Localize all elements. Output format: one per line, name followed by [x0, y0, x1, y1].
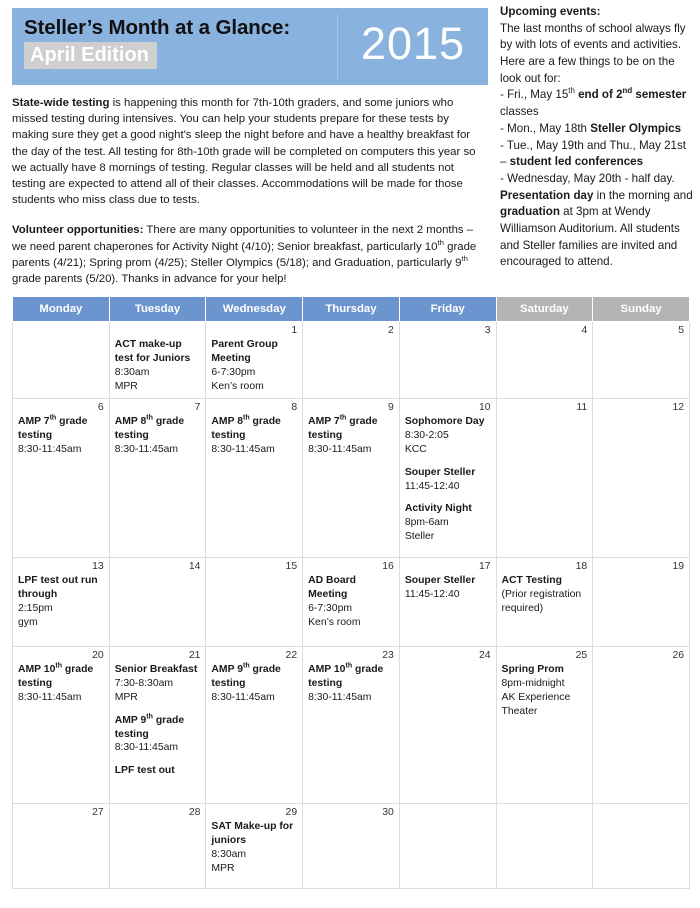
calendar-day-number: 2: [388, 325, 394, 336]
calendar-event-title: Activity Night: [404, 503, 472, 515]
paragraph-2-seg2: grade parents (4/21); Spring prom (4/25); Steller Olympics (5/18); and Graduation, particularly 9: [12, 240, 477, 269]
paragraph-2-sup1: th: [437, 237, 444, 247]
paragraph-volunteer-opportunities: [12, 222, 486, 287]
calendar-event-detail: 8:30-11:45am: [114, 742, 179, 754]
calendar-day-number: 21: [188, 649, 201, 661]
calendar-cell-day-10[interactable]: [399, 398, 496, 557]
calendar-event-title: Souper Steller: [404, 466, 476, 478]
calendar-event-title: AMP 10th grade testing: [18, 662, 94, 689]
calendar-day-number: 26: [672, 649, 684, 661]
ordinal-suffix: th: [339, 414, 347, 422]
calendar-event-title: AD Board Meeting: [308, 574, 357, 600]
title-banner: [12, 8, 488, 85]
calendar-event[interactable]: [18, 415, 104, 457]
upcoming-item-1-sup2: nd: [622, 86, 633, 96]
calendar-day-number: 27: [92, 806, 104, 818]
calendar-day-number: 18: [575, 560, 588, 572]
calendar-event-detail: 8:30-11:45am: [308, 691, 372, 703]
calendar-cell-day-4[interactable]: [496, 322, 593, 399]
calendar-day-number: 7: [194, 401, 201, 413]
calendar-event[interactable]: [405, 466, 491, 494]
calendar-event-title: AMP 10th grade testing: [308, 662, 384, 689]
paragraph-2-lead: Volunteer opportunities:: [12, 224, 144, 237]
year-label: 2015: [360, 17, 466, 69]
calendar-event[interactable]: [405, 502, 491, 544]
calendar-event-detail: 8pm-midnight: [501, 677, 565, 689]
calendar-day-number: 4: [581, 325, 588, 336]
calendar-event-detail: 8pm-6am: [404, 517, 449, 529]
calendar-header-monday: Monday: [13, 297, 110, 322]
calendar-cell-day-19[interactable]: [593, 557, 690, 646]
calendar-event[interactable]: [115, 764, 201, 778]
calendar-event-title: ACT make-up test for Juniors: [114, 339, 191, 364]
calendar-event-detail: AK Experience Theater: [501, 691, 571, 717]
calendar-event[interactable]: [18, 574, 104, 630]
calendar-event-detail: 11:45-12:40: [404, 480, 460, 492]
calendar-event-title: AMP 8th grade testing: [114, 414, 185, 441]
calendar-event-title: LPF test out: [114, 765, 175, 777]
calendar-event-detail: 8:30-11:45am: [114, 443, 179, 455]
calendar-day-number: 22: [285, 649, 298, 661]
calendar-cell-day-23[interactable]: [303, 646, 400, 803]
calendar-header-sunday: Sunday: [593, 297, 690, 322]
calendar-day-number: 16: [382, 560, 394, 572]
calendar-event[interactable]: [115, 338, 201, 394]
calendar-event[interactable]: [115, 415, 201, 457]
calendar-event-detail: Steller: [404, 531, 435, 543]
calendar-cell-day-17[interactable]: [399, 557, 496, 646]
calendar: [12, 296, 690, 889]
calendar-cell-day-14[interactable]: [109, 557, 206, 646]
calendar-event-detail: 2:15pm: [18, 602, 53, 614]
calendar-cell-day-3[interactable]: [399, 322, 496, 399]
calendar-event-detail: 8:30am: [211, 848, 247, 860]
calendar-day-number: 17: [478, 560, 491, 572]
calendar-event-title: LPF test out run through: [18, 574, 98, 600]
calendar-cell-day-8[interactable]: [206, 398, 303, 557]
calendar-cell-day-16[interactable]: [303, 557, 400, 646]
calendar-event-detail: (Prior registration required): [501, 588, 582, 614]
upcoming-item-4b: Presentation day: [500, 188, 594, 202]
calendar-day-number: 6: [97, 401, 104, 413]
calendar-day-number: 11: [576, 401, 588, 413]
calendar-day-number: [115, 324, 201, 337]
calendar-cell-day-21[interactable]: [109, 646, 206, 803]
calendar-event-detail: 8:30-11:45am: [211, 443, 275, 455]
upcoming-item-1d: classes: [500, 105, 539, 119]
calendar-event-detail: KCC: [404, 443, 427, 455]
calendar-week-row: [13, 557, 690, 646]
paragraph-2-seg3: grade parents (5/20). Thanks in advance for your help!: [12, 272, 287, 285]
calendar-event[interactable]: [502, 574, 588, 616]
upcoming-item-3a: - Tue., May 19th and Thu., May 21st –: [500, 138, 687, 169]
calendar-cell-day-6[interactable]: [13, 398, 110, 557]
upcoming-item-4d: graduation: [500, 205, 560, 219]
calendar-event-detail: 6-7:30pm: [211, 366, 256, 378]
calendar-event-title: AMP 9th grade testing: [211, 662, 281, 689]
calendar-event[interactable]: [502, 663, 588, 719]
calendar-event-detail: 8:30-11:45am: [18, 443, 82, 455]
calendar-day-number: 10: [478, 401, 491, 413]
ordinal-suffix: th: [242, 662, 250, 670]
calendar-day-number: 20: [92, 649, 104, 661]
calendar-day-number: 3: [484, 325, 491, 336]
calendar-event[interactable]: [211, 415, 297, 457]
calendar-day-number: 15: [285, 560, 298, 572]
calendar-cell-day-15[interactable]: [206, 557, 303, 646]
paragraph-state-wide-testing: [12, 95, 486, 208]
calendar-event[interactable]: [211, 663, 297, 705]
calendar-event-detail: 7:30-8:30am: [114, 677, 174, 689]
calendar-cell-day-27[interactable]: [13, 803, 110, 888]
calendar-day-number: 19: [672, 560, 684, 572]
page-title: Steller’s Month at a Glance:: [24, 16, 291, 39]
calendar-day-number: 13: [92, 560, 104, 572]
banner-title-group: [12, 8, 337, 85]
calendar-event-detail: 8:30am: [114, 366, 150, 378]
calendar-week-row: [13, 646, 690, 803]
calendar-event[interactable]: [211, 338, 297, 394]
calendar-event-title: AMP 8th grade testing: [211, 414, 281, 441]
calendar-header-saturday: Saturday: [496, 297, 593, 322]
calendar-event-detail: gym: [18, 616, 38, 628]
paragraph-1-lead: State-wide testing: [12, 97, 110, 109]
calendar-header-thursday: Thursday: [303, 297, 400, 322]
calendar-day-number: 1: [291, 325, 298, 336]
calendar-event-detail: 8:30-11:45am: [308, 443, 372, 455]
calendar-event-title: Parent Group Meeting: [211, 339, 278, 364]
calendar-cell-day-11[interactable]: [496, 398, 593, 557]
calendar-header-wednesday: Wednesday: [206, 297, 303, 322]
calendar-cell-day-30[interactable]: [303, 803, 400, 888]
upcoming-item-4e: at 3pm at Wendy Williamson Auditorium. All students and Steller families are invited and encouraged to attend.: [500, 205, 680, 269]
edition-label: April Edition: [24, 42, 157, 69]
calendar-day-number: 23: [382, 649, 394, 661]
calendar-table: [12, 296, 690, 889]
calendar-cell-day-28[interactable]: [109, 803, 206, 888]
calendar-cell-day-13[interactable]: [13, 557, 110, 646]
calendar-event-detail: 6-7:30pm: [308, 602, 353, 614]
calendar-event[interactable]: [115, 663, 201, 705]
upcoming-item-1-sup: th: [568, 86, 575, 96]
upcoming-item-1c: semester: [632, 88, 687, 102]
calendar-cell-empty[interactable]: [496, 803, 593, 888]
calendar-event[interactable]: [18, 663, 104, 705]
calendar-event-detail: Ken’s room: [308, 616, 361, 628]
ordinal-suffix: th: [49, 414, 57, 422]
calendar-event-title: AMP 7th grade testing: [18, 414, 88, 441]
calendar-event[interactable]: [211, 820, 297, 876]
upcoming-item-3b: student led conferences: [509, 155, 644, 169]
ordinal-suffix: th: [242, 414, 250, 422]
calendar-header-row: [13, 297, 690, 322]
calendar-cell-empty[interactable]: [593, 803, 690, 888]
calendar-day-number: 25: [575, 649, 588, 661]
calendar-day-number: 30: [382, 806, 394, 818]
calendar-event-detail: MPR: [114, 691, 138, 703]
calendar-event-detail: 8:30-2:05: [404, 429, 449, 441]
paragraph-2-seg1: There are many opportunities to volunteer in the next 2 months – we need parent chaperones for Activity Night (4/10); Senior breakfast, particularly 10: [12, 224, 474, 253]
ordinal-suffix: th: [345, 662, 353, 670]
calendar-cell-day-7[interactable]: [109, 398, 206, 557]
calendar-event-detail: MPR: [114, 380, 138, 392]
calendar-day-number: 28: [188, 806, 201, 818]
calendar-header-tuesday: Tuesday: [109, 297, 206, 322]
calendar-event-detail: 8:30-11:45am: [18, 691, 82, 703]
calendar-event[interactable]: [405, 415, 491, 457]
calendar-cell-day-25[interactable]: [496, 646, 593, 803]
ordinal-suffix: th: [146, 414, 153, 422]
calendar-cell-day-29[interactable]: [206, 803, 303, 888]
calendar-day-number: 5: [678, 325, 684, 336]
calendar-event-title: AMP 7th grade testing: [308, 414, 378, 441]
upcoming-events-panel: [496, 0, 700, 287]
upcoming-item-4c: in the morning and: [593, 188, 693, 202]
calendar-cell-day-[interactable]: [109, 322, 206, 399]
calendar-week-row: [13, 803, 690, 888]
calendar-cell-empty[interactable]: [13, 322, 110, 399]
upcoming-events-intro: The last months of school always fly by with lots of events and activities. Here are a few things to be on the look out for:: [500, 21, 686, 85]
calendar-cell-day-9[interactable]: [303, 398, 400, 557]
upcoming-item-1a: - Fri., May 15: [500, 88, 569, 102]
calendar-day-number: 14: [188, 560, 201, 572]
calendar-event-detail: Ken’s room: [211, 380, 264, 392]
calendar-event-title: Souper Steller: [404, 574, 476, 586]
calendar-event-title: Sophomore Day: [404, 415, 485, 427]
calendar-event[interactable]: [405, 574, 491, 602]
calendar-event[interactable]: [115, 714, 201, 756]
calendar-event-detail: 11:45-12:40: [404, 588, 460, 600]
upcoming-item-4a: - Wednesday, May 20th - half day.: [500, 171, 675, 185]
calendar-day-number: 8: [291, 401, 298, 413]
upcoming-item-2a: - Mon., May 18th: [500, 121, 591, 135]
calendar-cell-day-20[interactable]: [13, 646, 110, 803]
calendar-day-number: 24: [478, 649, 491, 661]
upcoming-events-title: Upcoming events:: [500, 5, 601, 18]
paragraph-1-body: is happening this month for 7th-10th graders, and some juniors who missed testing during intensives. You can help your students prepare for these tests by making sure they get a good night's sleep the night before and have a healthy breakfast for the day of the test. All testing for 8th-10th grade will be completed on computers this year so we actually have 8 mornings of testing. Regular classes will be held and all students not testing are expected to attend all of their classes. Accommodations will be made for those students who miss class due to tests.: [12, 97, 476, 207]
calendar-cell-day-12[interactable]: [593, 398, 690, 557]
calendar-cell-day-18[interactable]: [496, 557, 593, 646]
calendar-cell-day-26[interactable]: [593, 646, 690, 803]
calendar-day-number: 12: [672, 401, 684, 413]
calendar-cell-day-1[interactable]: [206, 322, 303, 399]
calendar-event-title: SAT Make-up for juniors: [211, 820, 294, 846]
calendar-header-friday: Friday: [399, 297, 496, 322]
calendar-event-title: Senior Breakfast: [114, 663, 198, 675]
calendar-week-row: [13, 398, 690, 557]
calendar-event[interactable]: [308, 663, 394, 705]
calendar-event-detail: 8:30-11:45am: [211, 691, 275, 703]
calendar-week-row: [13, 322, 690, 399]
left-column: [0, 0, 496, 287]
calendar-cell-day-2[interactable]: [303, 322, 400, 399]
calendar-event-title: AMP 9th grade testing: [114, 713, 185, 740]
ordinal-suffix: th: [146, 713, 153, 721]
calendar-body: [13, 322, 690, 889]
calendar-cell-day-5[interactable]: [593, 322, 690, 399]
calendar-event-title: Spring Prom: [501, 663, 564, 675]
upcoming-events-text: [500, 4, 696, 271]
ordinal-suffix: th: [55, 662, 63, 670]
calendar-cell-day-22[interactable]: [206, 646, 303, 803]
calendar-event-detail: MPR: [211, 862, 235, 874]
top-section: [0, 0, 700, 287]
paragraph-2-sup2: th: [461, 253, 468, 263]
upcoming-item-1b: end of 2: [574, 88, 623, 102]
calendar-event-title: ACT Testing: [501, 574, 562, 586]
calendar-event[interactable]: [308, 574, 394, 630]
calendar-event[interactable]: [308, 415, 394, 457]
calendar-day-number: 9: [388, 401, 394, 413]
calendar-day-number: 29: [285, 806, 298, 818]
upcoming-item-2b: Steller Olympics: [590, 121, 682, 135]
calendar-cell-day-24[interactable]: [399, 646, 496, 803]
calendar-cell-empty[interactable]: [399, 803, 496, 888]
